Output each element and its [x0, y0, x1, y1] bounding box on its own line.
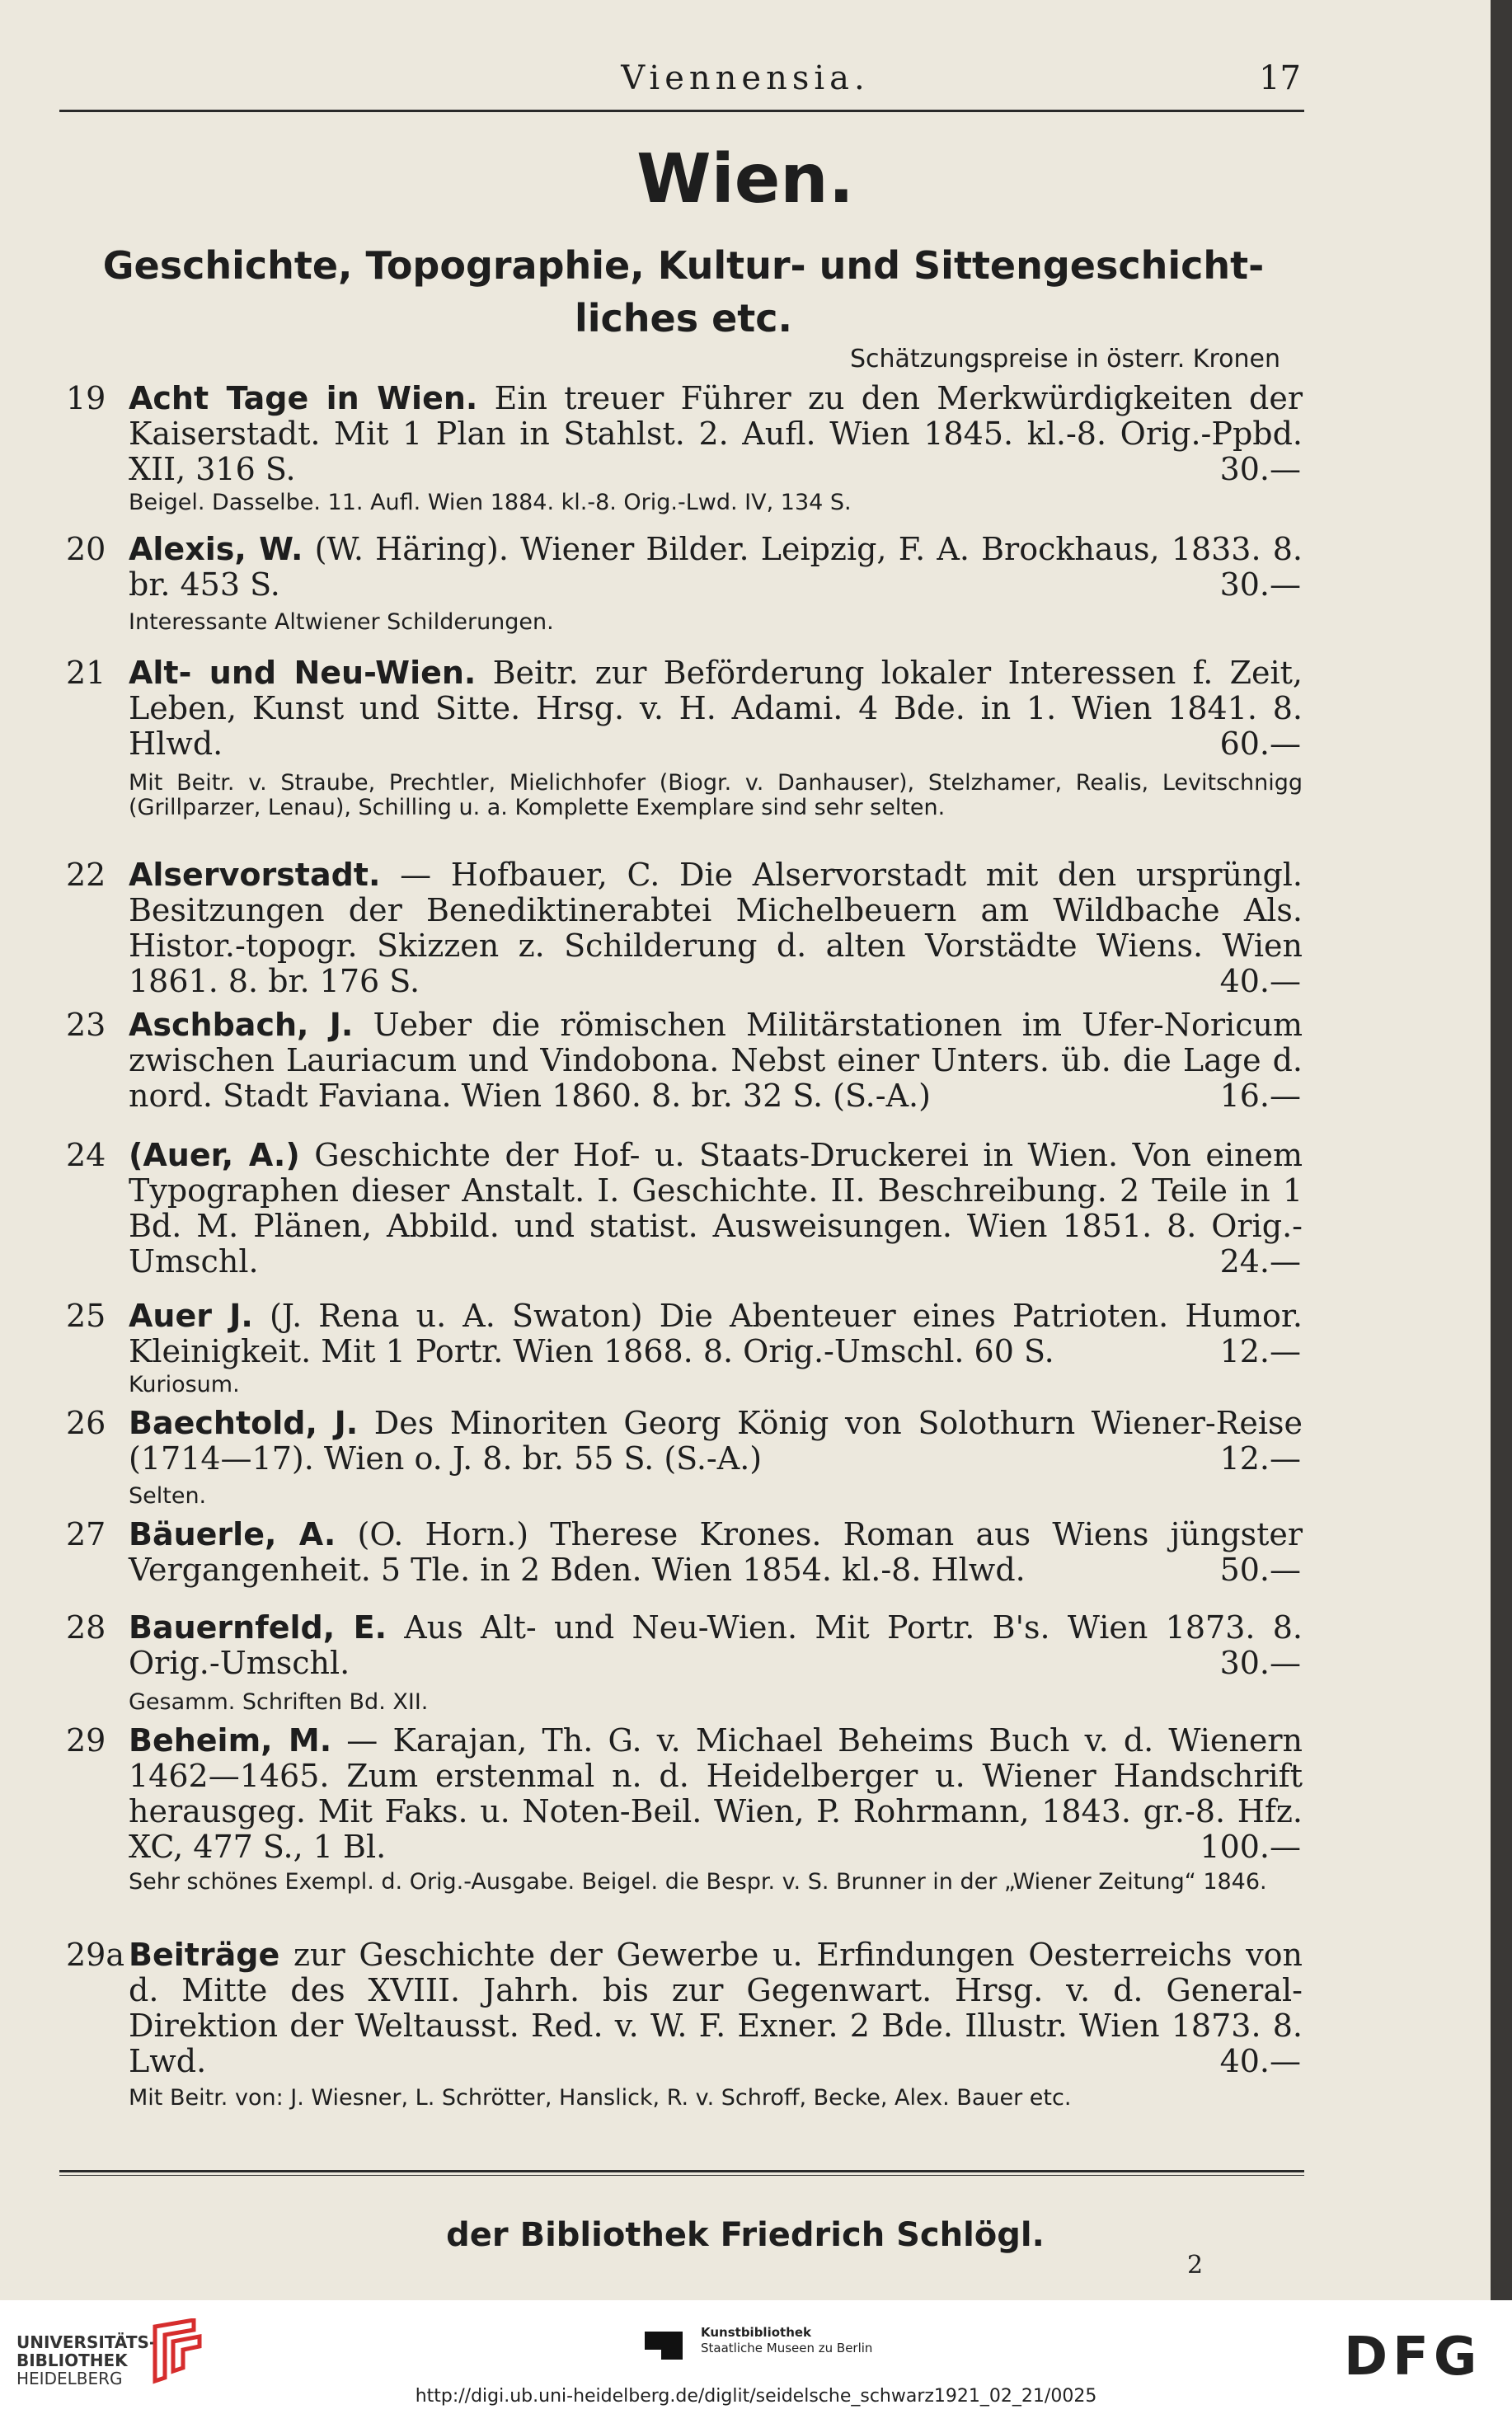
- ub-heidelberg-logo[interactable]: [16, 2333, 156, 2388]
- entry-number: 23: [66, 1007, 106, 1043]
- entry-text: (J. Rena u. A. Swaton) Die Abenteuer eines Patrioten. Humor. Kleinigkeit. Mit 1 Portr. Wien 1868. 8. Orig.-Umschl. 60 S.: [129, 1298, 1303, 1369]
- page-title: Wien.: [636, 140, 854, 218]
- entry-author: Bauernfeld, E.: [129, 1609, 387, 1646]
- price-note: Schätzungspreise in österr. Kronen: [849, 345, 1280, 373]
- entry-number: 20: [66, 531, 106, 567]
- source-url[interactable]: http://digi.ub.uni-heidelberg.de/diglit/seidelsche_schwarz1921_02_21/0025: [415, 2386, 1097, 2407]
- entry-price: 16.—: [1219, 1078, 1301, 1114]
- entry-number: 22: [66, 857, 106, 893]
- entry-price: 50.—: [1219, 1552, 1301, 1588]
- entry-description: [129, 1406, 1303, 1477]
- entry-description: [129, 1937, 1303, 2079]
- entry-note: Selten.: [129, 1483, 207, 1509]
- entry-author: Beiträge: [129, 1937, 280, 1973]
- entry-text: Des Minoriten Georg König von Solothurn Wiener-Reise (1714—17). Wien o. J. 8. br. 55 S. (S.-A.): [129, 1405, 1303, 1477]
- entry-text: — Karajan, Th. G. v. Michael Beheims Buch v. d. Wienern 1462—1465. Zum erstenmal n. d. Heidelberger u. Wiener Handschrift herausgeg. Mit Faks. u. Noten-Beil. Wien, P. Rohrmann, 1843. gr.-8. Hfz. XC, 477 S., 1 Bl.: [129, 1722, 1303, 1865]
- entry-text: Ein treuer Führer zu den Merkwürdigkeiten der Kaiserstadt. Mit 1 Plan in Stahlst. 2. Aufl. Wien 1845. kl.-8. Orig.-Ppbd. XII, 316 S.: [129, 380, 1303, 487]
- entry-description: [129, 1723, 1303, 1865]
- entry-text: (O. Horn.) Therese Krones. Roman aus Wiens jüngster Vergangenheit. 5 Tle. in 2 Bden. Wien 1854. kl.-8. Hlwd.: [129, 1516, 1303, 1588]
- entry-description: [129, 655, 1303, 762]
- entry-number: 21: [66, 655, 106, 691]
- entry-description: [129, 1299, 1303, 1369]
- kunstbibliothek-logo-icon: [643, 2325, 684, 2362]
- entry-price: 12.—: [1219, 1333, 1301, 1369]
- kb-line1: Kunstbibliothek: [701, 2325, 812, 2340]
- entry-author: Auer J.: [129, 1298, 253, 1334]
- entry-number: 29a: [66, 1937, 125, 1973]
- entry-price: 30.—: [1219, 566, 1301, 603]
- entry-description: [129, 1610, 1303, 1681]
- entry-price: 24.—: [1219, 1243, 1301, 1280]
- entry-note: Gesamm. Schriften Bd. XII.: [129, 1689, 429, 1715]
- entry-note: Mit Beitr. v. Straube, Prechtler, Mielichhofer (Biogr. v. Danhauser), Stelzhamer, Realis, Levitschnigg (Grillparzer, Lenau), Schilling u. a. Komplette Exemplare sind sehr selten.: [129, 770, 1303, 820]
- entry-description: [129, 1138, 1303, 1280]
- entry-text: Aus Alt- und Neu-Wien. Mit Portr. B's. Wien 1873. 8. Orig.-Umschl.: [129, 1609, 1303, 1681]
- entry-description: [129, 381, 1303, 487]
- entry-text: zur Geschichte der Gewerbe u. Erfindungen Oesterreichs von d. Mitte des XVIII. Jahrh. bis zur Gegenwart. Hrsg. v. d. General-Direktion der Weltausst. Red. v. W. F. Exner. 2 Bde. Illustr. Wien 1873. 8. Lwd.: [129, 1937, 1303, 2079]
- entry-price: 60.—: [1219, 726, 1301, 762]
- ub-line3: HEIDELBERG: [16, 2369, 123, 2388]
- entry-description: [129, 857, 1303, 999]
- entry-author: Bäuerle, A.: [129, 1516, 336, 1552]
- entry-number: 19: [66, 380, 106, 416]
- entry-number: 27: [66, 1516, 106, 1552]
- dfg-logo[interactable]: DFG: [1344, 2327, 1482, 2388]
- entry-description: [129, 1007, 1303, 1114]
- kunstbibliothek-logo[interactable]: [701, 2325, 872, 2356]
- entry-author: Baechtold, J.: [129, 1405, 359, 1441]
- entry-text: (W. Häring). Wiener Bilder. Leipzig, F. A. Brockhaus, 1833. 8. br. 453 S.: [129, 531, 1303, 603]
- entry-note: Interessante Altwiener Schilderungen.: [129, 609, 554, 635]
- entry-price: 40.—: [1219, 2043, 1301, 2079]
- footer-rule-bottom: [59, 2175, 1304, 2176]
- entry-author: Aschbach, J.: [129, 1007, 354, 1043]
- ub-line1: UNIVERSITÄTS-: [16, 2332, 157, 2352]
- ub-emblem-icon: [148, 2318, 206, 2384]
- entry-author: (Auer, A.): [129, 1137, 300, 1173]
- entry-text: Geschichte der Hof- u. Staats-Druckerei in Wien. Von einem Typographen dieser Anstalt. I. Geschichte. II. Beschreibung. 2 Teile in 1 Bd. M. Plänen, Abbild. und statist. Ausweisungen. Wien 1851. 8. Orig.-Umschl.: [129, 1137, 1303, 1280]
- entry-price: 12.—: [1219, 1440, 1301, 1477]
- entry-author: Alexis, W.: [129, 531, 303, 567]
- library-footer: der Bibliothek Friedrich Schlögl.: [446, 2216, 1045, 2254]
- entry-number: 26: [66, 1405, 106, 1441]
- entry-price: 100.—: [1200, 1829, 1301, 1865]
- footer-rule-top: [59, 2170, 1304, 2172]
- entry-description: [129, 1517, 1303, 1588]
- entry-number: 25: [66, 1298, 106, 1334]
- entry-number: 29: [66, 1722, 106, 1759]
- entry-price: 40.—: [1219, 963, 1301, 999]
- entry-author: Beheim, M.: [129, 1722, 332, 1759]
- scan-edge-shadow: [1491, 0, 1512, 2300]
- entry-note: Beigel. Dasselbe. 11. Aufl. Wien 1884. kl.-8. Orig.-Lwd. IV, 134 S.: [129, 490, 852, 515]
- page-number: 17: [1259, 59, 1301, 97]
- entry-description: [129, 532, 1303, 603]
- entry-text: — Hofbauer, C. Die Alservorstadt mit den ursprüngl. Besitzungen der Benediktinerabtei Michelbeuern am Wildbache Als. Histor.-topogr. Skizzen z. Schilderung d. alten Vorstädte Wiens. Wien 1861. 8. br. 176 S.: [129, 857, 1303, 999]
- entry-number: 24: [66, 1137, 106, 1173]
- entry-author: Alt- und Neu-Wien.: [129, 655, 477, 691]
- entry-price: 30.—: [1219, 451, 1301, 487]
- ub-line2: BIBLIOTHEK: [16, 2351, 128, 2370]
- entry-author: Alservorstadt.: [129, 857, 381, 893]
- entry-text: Ueber die römischen Militärstationen im Ufer-Noricum zwischen Lauriacum und Vindobona. Nebst einer Unters. üb. die Lage d. nord. Stadt Faviana. Wien 1860. 8. br. 32 S. (S.-A.): [129, 1007, 1303, 1114]
- entry-note: Mit Beitr. von: J. Wiesner, L. Schrötter, Hanslick, R. v. Schroff, Becke, Alex. Bauer etc.: [129, 2085, 1072, 2111]
- digitization-bar: [0, 2300, 1512, 2414]
- entry-text: Beitr. zur Beförderung lokaler Interessen f. Zeit, Leben, Kunst und Sitte. Hrsg. v. H. Adami. 4 Bde. in 1. Wien 1841. 8. Hlwd.: [129, 655, 1303, 762]
- sheet-number: 2: [1187, 2251, 1204, 2280]
- entry-price: 30.—: [1219, 1645, 1301, 1681]
- entry-number: 28: [66, 1609, 106, 1646]
- entry-note: Sehr schönes Exempl. d. Orig.-Ausgabe. Beigel. die Bespr. v. S. Brunner in der „Wiener Zeitung“ 1846.: [129, 1869, 1267, 1895]
- kb-line2: Staatliche Museen zu Berlin: [701, 2341, 873, 2355]
- running-title: Viennensia.: [621, 59, 870, 97]
- entry-note: Kuriosum.: [129, 1372, 240, 1397]
- section-subtitle: Geschichte, Topographie, Kultur- und Sittengeschicht-liches etc.: [102, 243, 1265, 340]
- entry-author: Acht Tage in Wien.: [129, 380, 478, 416]
